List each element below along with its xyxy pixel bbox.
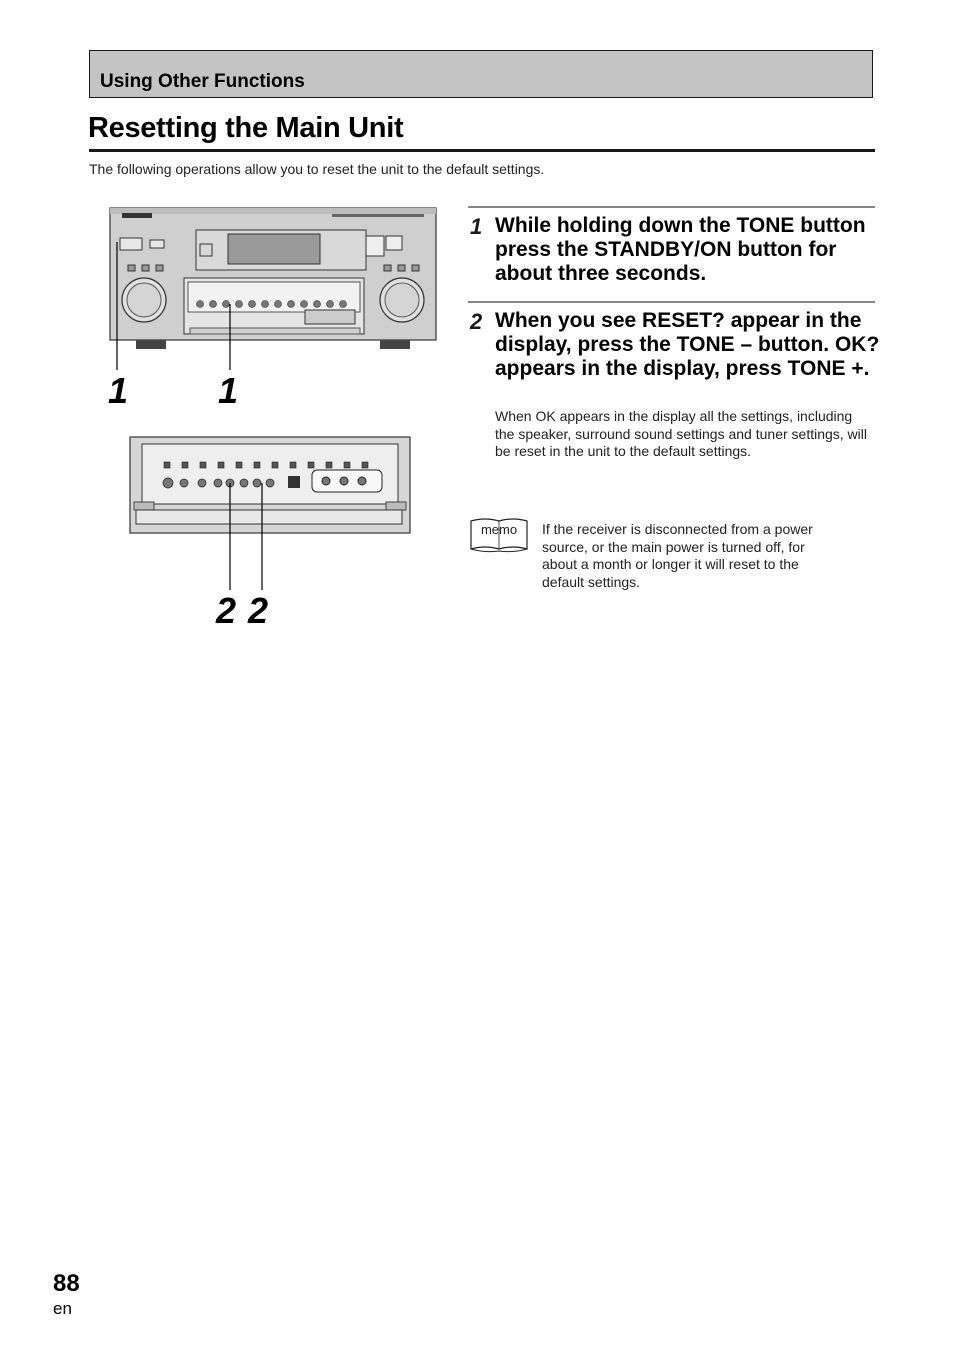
step-1-rule bbox=[468, 206, 875, 208]
step-2-body: When OK appears in the display all the settings, including the speaker, surround sound settings and tuner settings, will be reset in the unit to the default settings. bbox=[495, 408, 867, 459]
receiver-illustration bbox=[100, 200, 445, 645]
page-number: 88 bbox=[53, 1270, 80, 1297]
step-2-number: 2 bbox=[470, 309, 483, 334]
intro-paragraph: The following operations allow you to reset the unit to the default settings. bbox=[89, 161, 545, 177]
callout-step-1-tone: 1 bbox=[218, 370, 239, 411]
callout-step-2-tone-minus: 2 bbox=[216, 590, 237, 631]
page-title: Resetting the Main Unit bbox=[88, 112, 404, 144]
step-2-rule bbox=[468, 301, 875, 303]
memo-icon bbox=[469, 517, 531, 562]
receiver-drawing bbox=[100, 200, 445, 640]
step-1-number: 1 bbox=[470, 214, 483, 239]
memo-text: If the receiver is disconnected from a power source, or the main power is turned off, for about a month or longer it will reset to the default settings. bbox=[542, 521, 813, 590]
section-header-bar bbox=[89, 50, 873, 98]
memo-label: memo bbox=[480, 522, 518, 537]
callout-step-2-tone-plus: 2 bbox=[248, 590, 269, 631]
section-title: Using Other Functions bbox=[100, 71, 305, 92]
callout-step-1-standby: 1 bbox=[108, 370, 129, 411]
step-2-title: When you see RESET? appear in the display, press the TONE – button. OK? appears in the display, press TONE +. bbox=[495, 309, 880, 380]
language-code: en bbox=[53, 1299, 72, 1318]
title-underline bbox=[89, 149, 875, 152]
step-1-title: While holding down the TONE button press the STANDBY/ON button for about three seconds. bbox=[495, 214, 866, 285]
